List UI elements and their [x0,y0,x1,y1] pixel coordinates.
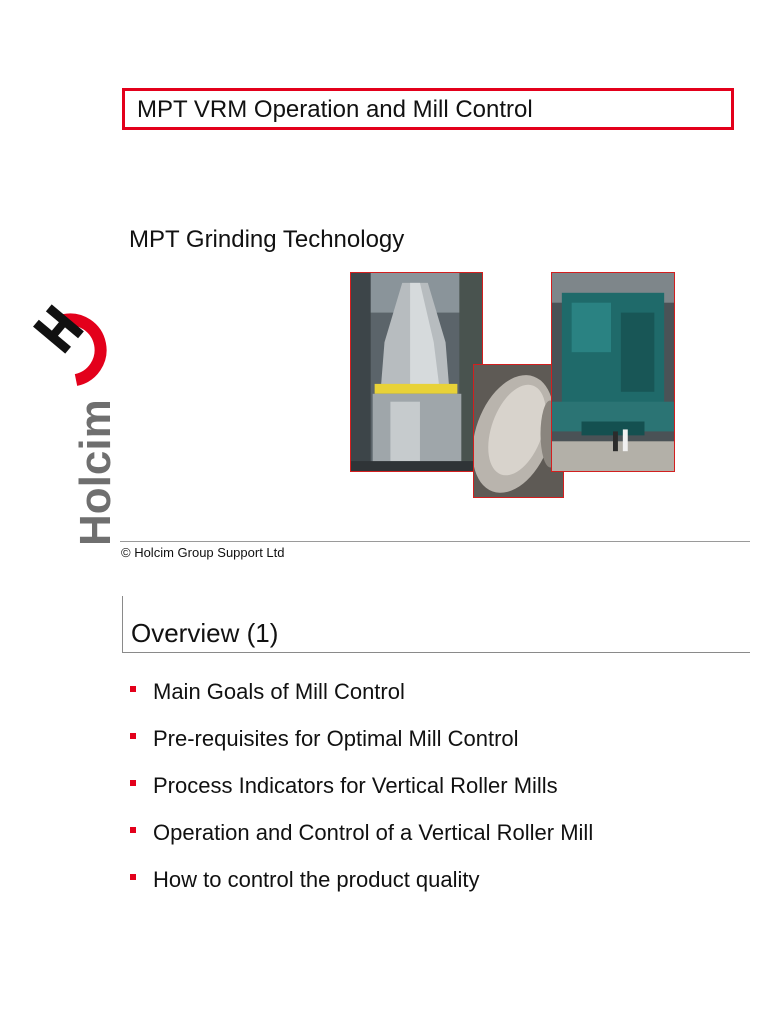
slide-divider [120,541,750,542]
bullet-text: Main Goals of Mill Control [153,679,405,704]
overview-bullet-list [130,678,593,913]
bullet-marker [130,733,136,739]
bullet-text: Operation and Control of a Vertical Roller Mill [153,820,594,845]
bullet-item [130,678,593,725]
bullet-item [130,772,593,819]
copyright-text: © Holcim Group Support Ltd [121,545,285,560]
slide-title: MPT VRM Operation and Mill Control [137,96,533,123]
slide-subtitle: MPT Grinding Technology [129,226,405,253]
overview-vertical-rule [122,596,123,653]
bullet-text: How to control the product quality [153,867,480,892]
bullet-item [130,819,593,866]
holcim-logo [24,298,120,548]
bullet-text: Process Indicators for Vertical Roller Mills [153,773,558,798]
bullet-marker [130,780,136,786]
overview-title: Overview (1) [131,618,279,648]
svg-text:Holcim: Holcim [71,399,120,546]
green-vertical-roller-mill-photo [551,272,675,472]
vertical-roller-mill-photo [350,272,483,472]
title-box [122,88,734,130]
bullet-marker [130,874,136,880]
bullet-item [130,725,593,772]
bullet-text: Pre-requisites for Optimal Mill Control [153,726,519,751]
bullet-marker [130,827,136,833]
bullet-marker [130,686,136,692]
overview-horizontal-rule [122,652,750,653]
bullet-item [130,866,593,913]
